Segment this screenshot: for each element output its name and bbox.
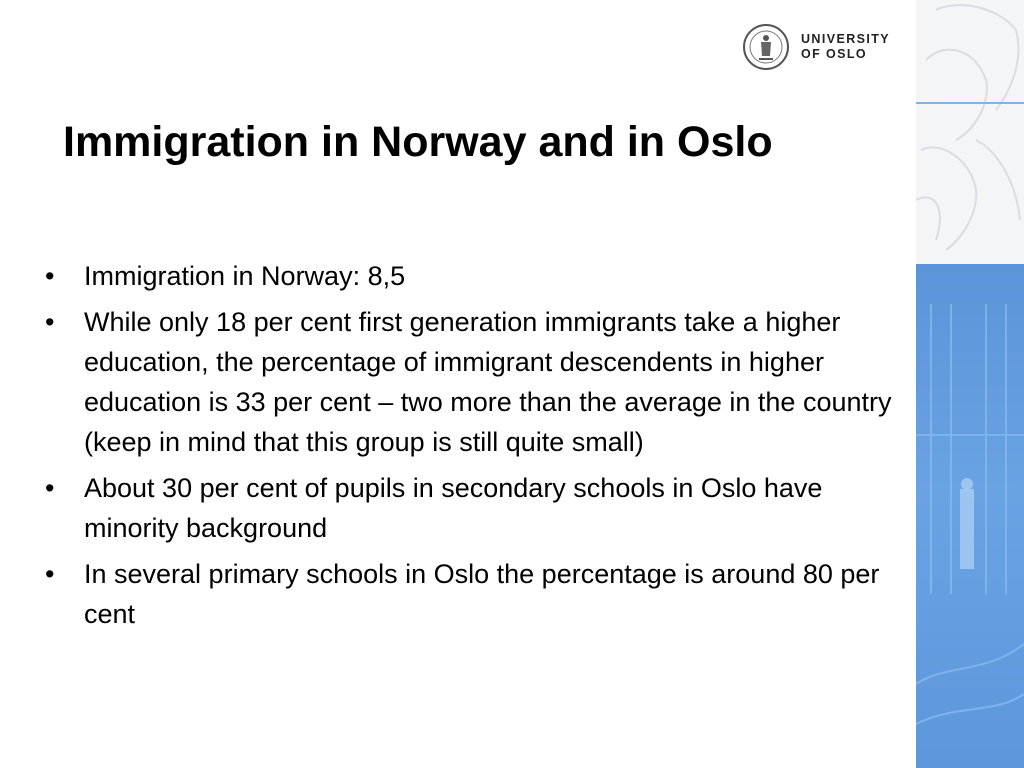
bullet-item [45, 256, 905, 296]
logo-line-1: UNIVERSITY [801, 32, 891, 46]
bullet-icon: • [45, 307, 55, 337]
side-strip-blue-panel [916, 264, 1024, 768]
statue-sketch-icon [916, 0, 1024, 264]
bullet-item [45, 554, 905, 634]
bullet-item [45, 302, 905, 462]
side-strip-sketch-area [916, 0, 1024, 264]
statue-photo-icon [916, 264, 1024, 768]
bullet-list [45, 256, 905, 640]
bullet-item [45, 468, 905, 548]
university-seal-icon [743, 24, 789, 70]
decorative-side-strip [916, 0, 1024, 768]
bullet-text: Immigration in Norway: 8,5 [84, 261, 406, 291]
bullet-text: While only 18 per cent first generation immigrants take a higher education, the percentage of immigrant descendents in higher education is 33 per cent – two more than the average in the country (keep in mind that this group is still quite small) [84, 307, 892, 457]
side-strip-rule [916, 102, 1024, 104]
slide-title: Immigration in Norway and in Oslo [63, 118, 773, 166]
logo-line-2: OF OSLO [801, 47, 868, 61]
side-strip-rule [916, 434, 1024, 436]
bullet-icon: • [45, 473, 55, 503]
bullet-text: In several primary schools in Oslo the percentage is around 80 per cent [84, 559, 880, 629]
bullet-icon: • [45, 261, 55, 291]
bullet-icon: • [45, 559, 55, 589]
bullet-text: About 30 per cent of pupils in secondary schools in Oslo have minority background [84, 473, 823, 543]
logo-wordmark [801, 32, 911, 62]
